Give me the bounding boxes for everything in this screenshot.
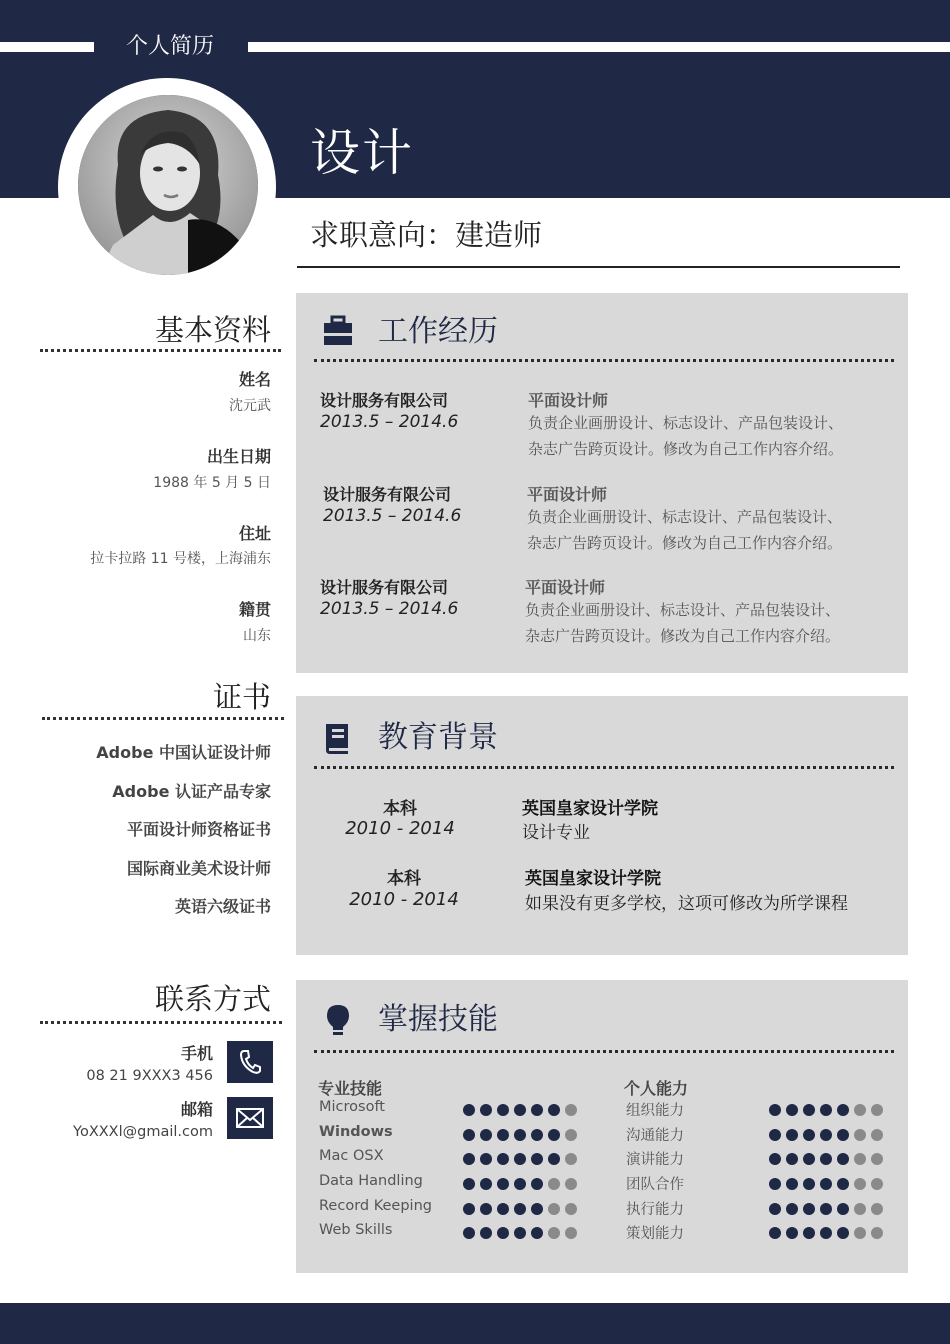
skill-rating	[463, 1203, 577, 1215]
rating-dot-empty	[854, 1129, 866, 1141]
rating-dot-empty	[548, 1203, 560, 1215]
contact-divider	[40, 1021, 282, 1024]
skill-rating	[463, 1178, 577, 1190]
rating-dot-filled	[837, 1178, 849, 1190]
lightbulb-icon	[320, 1002, 356, 1038]
skills-divider	[314, 1050, 894, 1053]
rating-dot-empty	[565, 1129, 577, 1141]
major: 设计专业	[522, 823, 590, 843]
skill-rating	[463, 1129, 577, 1141]
rating-dot-filled	[803, 1203, 815, 1215]
school-name: 英国皇家设计学院	[525, 869, 661, 889]
rating-dot-empty	[871, 1104, 883, 1116]
portrait-photo	[78, 95, 258, 275]
job-dates: 2013.5 – 2014.6	[323, 506, 462, 526]
education-panel	[296, 696, 908, 955]
rating-dot-filled	[497, 1129, 509, 1141]
book-icon	[320, 720, 356, 756]
certificate-item: Adobe 认证产品专家	[112, 782, 271, 801]
address-value: 拉卡拉路 11 号楼，上海浦东	[90, 551, 271, 567]
birthdate-label: 出生日期	[206, 447, 271, 466]
study-years: 2010 - 2014	[349, 889, 459, 910]
rating-dot-empty	[854, 1178, 866, 1190]
rating-dot-filled	[531, 1227, 543, 1239]
certificate-item: 国际商业美术设计师	[126, 859, 271, 878]
rating-dot-filled	[531, 1104, 543, 1116]
rating-dot-empty	[548, 1178, 560, 1190]
certificates-heading: 证书	[212, 680, 271, 714]
rating-dot-filled	[531, 1153, 543, 1165]
rating-dot-filled	[769, 1203, 781, 1215]
rating-dot-filled	[837, 1227, 849, 1239]
job-company: 设计服务有限公司	[323, 485, 452, 504]
skills-panel	[296, 980, 908, 1273]
skill-name: Record Keeping	[319, 1198, 432, 1214]
skill-name: 执行能力	[626, 1202, 684, 1218]
mail-icon	[227, 1097, 273, 1139]
rating-dot-filled	[463, 1129, 475, 1141]
job-description-line: 杂志广告跨页设计。修改为自己工作内容介绍。	[528, 440, 844, 458]
work-divider	[314, 359, 894, 362]
rating-dot-filled	[803, 1129, 815, 1141]
job-dates: 2013.5 – 2014.6	[320, 412, 459, 432]
rating-dot-empty	[565, 1153, 577, 1165]
rating-dot-filled	[769, 1129, 781, 1141]
rating-dot-filled	[514, 1203, 526, 1215]
rating-dot-empty	[854, 1227, 866, 1239]
rating-dot-filled	[820, 1153, 832, 1165]
hometown-value: 山东	[243, 628, 271, 644]
rating-dot-empty	[548, 1227, 560, 1239]
job-role: 平面设计师	[528, 391, 609, 410]
rating-dot-filled	[786, 1104, 798, 1116]
job-role: 平面设计师	[525, 578, 606, 597]
rating-dot-filled	[480, 1153, 492, 1165]
email-value: YoXXXl@gmail.com	[73, 1124, 213, 1140]
skill-name: 团队合作	[626, 1177, 684, 1193]
rating-dot-filled	[769, 1153, 781, 1165]
rating-dot-filled	[820, 1178, 832, 1190]
personal-skills-title: 个人能力	[624, 1079, 689, 1098]
skill-name: Data Handling	[319, 1173, 423, 1189]
rating-dot-filled	[463, 1104, 475, 1116]
rating-dot-filled	[497, 1203, 509, 1215]
job-objective: 求职意向：建造师	[310, 218, 543, 252]
address-label: 住址	[238, 524, 271, 543]
rating-dot-empty	[854, 1203, 866, 1215]
skill-name: Mac OSX	[319, 1148, 384, 1164]
rating-dot-filled	[820, 1203, 832, 1215]
rating-dot-filled	[514, 1227, 526, 1239]
skill-rating	[769, 1153, 883, 1165]
skill-name: 策划能力	[626, 1226, 684, 1242]
phone-icon	[227, 1041, 273, 1083]
briefcase-icon	[320, 313, 356, 349]
rating-dot-filled	[497, 1104, 509, 1116]
rating-dot-filled	[548, 1104, 560, 1116]
rating-dot-filled	[531, 1178, 543, 1190]
rating-dot-empty	[871, 1153, 883, 1165]
contact-heading: 联系方式	[154, 982, 271, 1016]
work-experience-panel	[296, 293, 908, 673]
rating-dot-filled	[820, 1129, 832, 1141]
rating-dot-filled	[769, 1227, 781, 1239]
rating-dot-filled	[480, 1227, 492, 1239]
skill-rating	[463, 1227, 577, 1239]
rating-dot-empty	[871, 1227, 883, 1239]
certificate-item: 英语六级证书	[174, 897, 271, 916]
rating-dot-filled	[769, 1178, 781, 1190]
rating-dot-empty	[565, 1104, 577, 1116]
rating-dot-filled	[531, 1129, 543, 1141]
rating-dot-filled	[820, 1104, 832, 1116]
rating-dot-empty	[871, 1129, 883, 1141]
job-description-line: 杂志广告跨页设计。修改为自己工作内容介绍。	[527, 534, 843, 552]
certificate-item: 平面设计师资格证书	[126, 820, 271, 839]
phone-label: 手机	[180, 1044, 213, 1063]
header-rule-right	[248, 42, 950, 52]
job-description-line: 负责企业画册设计、标志设计、产品包装设计、	[525, 601, 841, 619]
rating-dot-empty	[565, 1227, 577, 1239]
resume-tag: 个人简历	[125, 34, 214, 59]
rating-dot-filled	[514, 1104, 526, 1116]
rating-dot-filled	[837, 1153, 849, 1165]
rating-dot-filled	[786, 1178, 798, 1190]
avatar	[78, 95, 258, 275]
degree: 本科	[387, 869, 421, 889]
rating-dot-empty	[565, 1178, 577, 1190]
certificate-item: Adobe 中国认证设计师	[96, 743, 271, 762]
skill-rating	[769, 1203, 883, 1215]
degree: 本科	[383, 799, 417, 819]
basic-info-divider	[40, 349, 281, 352]
rating-dot-filled	[531, 1203, 543, 1215]
skill-name: 演讲能力	[626, 1152, 684, 1168]
rating-dot-filled	[837, 1104, 849, 1116]
skill-rating	[769, 1227, 883, 1239]
job-role: 平面设计师	[527, 485, 608, 504]
rating-dot-filled	[497, 1153, 509, 1165]
school-name: 英国皇家设计学院	[522, 799, 658, 819]
rating-dot-filled	[514, 1178, 526, 1190]
rating-dot-filled	[803, 1104, 815, 1116]
skills-heading: 掌握技能	[378, 1002, 498, 1037]
rating-dot-filled	[463, 1178, 475, 1190]
job-description-line: 负责企业画册设计、标志设计、产品包装设计、	[528, 414, 844, 432]
candidate-name: 设计	[310, 124, 414, 182]
rating-dot-filled	[463, 1203, 475, 1215]
skill-rating	[463, 1104, 577, 1116]
skill-name: Web Skills	[319, 1222, 393, 1238]
rating-dot-filled	[803, 1178, 815, 1190]
skill-rating	[769, 1178, 883, 1190]
rating-dot-filled	[480, 1104, 492, 1116]
rating-dot-filled	[480, 1129, 492, 1141]
rating-dot-filled	[548, 1153, 560, 1165]
job-company: 设计服务有限公司	[320, 578, 449, 597]
rating-dot-filled	[497, 1178, 509, 1190]
rating-dot-empty	[854, 1153, 866, 1165]
skill-name: 组织能力	[626, 1103, 684, 1119]
professional-skills-title: 专业技能	[318, 1079, 383, 1098]
rating-dot-filled	[514, 1129, 526, 1141]
rating-dot-empty	[565, 1203, 577, 1215]
rating-dot-empty	[871, 1178, 883, 1190]
skill-rating	[769, 1129, 883, 1141]
skill-rating	[463, 1153, 577, 1165]
rating-dot-filled	[769, 1104, 781, 1116]
rating-dot-filled	[548, 1129, 560, 1141]
objective-divider	[297, 266, 900, 268]
rating-dot-filled	[820, 1227, 832, 1239]
study-years: 2010 - 2014	[345, 818, 455, 839]
name-value: 沈元武	[229, 398, 271, 414]
rating-dot-filled	[463, 1227, 475, 1239]
phone-value: 08 21 9XXX3 456	[86, 1068, 213, 1084]
rating-dot-filled	[514, 1153, 526, 1165]
rating-dot-filled	[803, 1227, 815, 1239]
job-company: 设计服务有限公司	[320, 391, 449, 410]
work-heading: 工作经历	[378, 314, 498, 349]
rating-dot-filled	[480, 1178, 492, 1190]
email-label: 邮箱	[180, 1100, 213, 1119]
hometown-label: 籍贯	[238, 600, 271, 619]
birthdate-value: 1988 年 5 月 5 日	[153, 475, 271, 491]
skill-name: Microsoft	[319, 1099, 385, 1115]
skill-name: 沟通能力	[626, 1128, 684, 1144]
job-description-line: 杂志广告跨页设计。修改为自己工作内容介绍。	[525, 627, 841, 645]
basic-info-heading: 基本资料	[154, 313, 271, 347]
job-description-line: 负责企业画册设计、标志设计、产品包装设计、	[527, 508, 843, 526]
rating-dot-filled	[480, 1203, 492, 1215]
job-dates: 2013.5 – 2014.6	[320, 599, 459, 619]
rating-dot-filled	[786, 1203, 798, 1215]
skill-rating	[769, 1104, 883, 1116]
rating-dot-filled	[463, 1153, 475, 1165]
rating-dot-empty	[871, 1203, 883, 1215]
rating-dot-filled	[837, 1203, 849, 1215]
rating-dot-filled	[786, 1153, 798, 1165]
footer-band	[0, 1303, 950, 1344]
rating-dot-filled	[837, 1129, 849, 1141]
rating-dot-filled	[803, 1153, 815, 1165]
rating-dot-filled	[497, 1227, 509, 1239]
rating-dot-empty	[854, 1104, 866, 1116]
name-label: 姓名	[238, 370, 271, 389]
rating-dot-filled	[786, 1129, 798, 1141]
courses: 如果没有更多学校，这项可修改为所学课程	[525, 894, 848, 914]
skill-name: Windows	[319, 1124, 393, 1140]
certificates-divider	[42, 717, 284, 720]
header-rule-left	[0, 42, 94, 52]
education-divider	[314, 766, 894, 769]
rating-dot-filled	[786, 1227, 798, 1239]
education-heading: 教育背景	[378, 720, 498, 755]
